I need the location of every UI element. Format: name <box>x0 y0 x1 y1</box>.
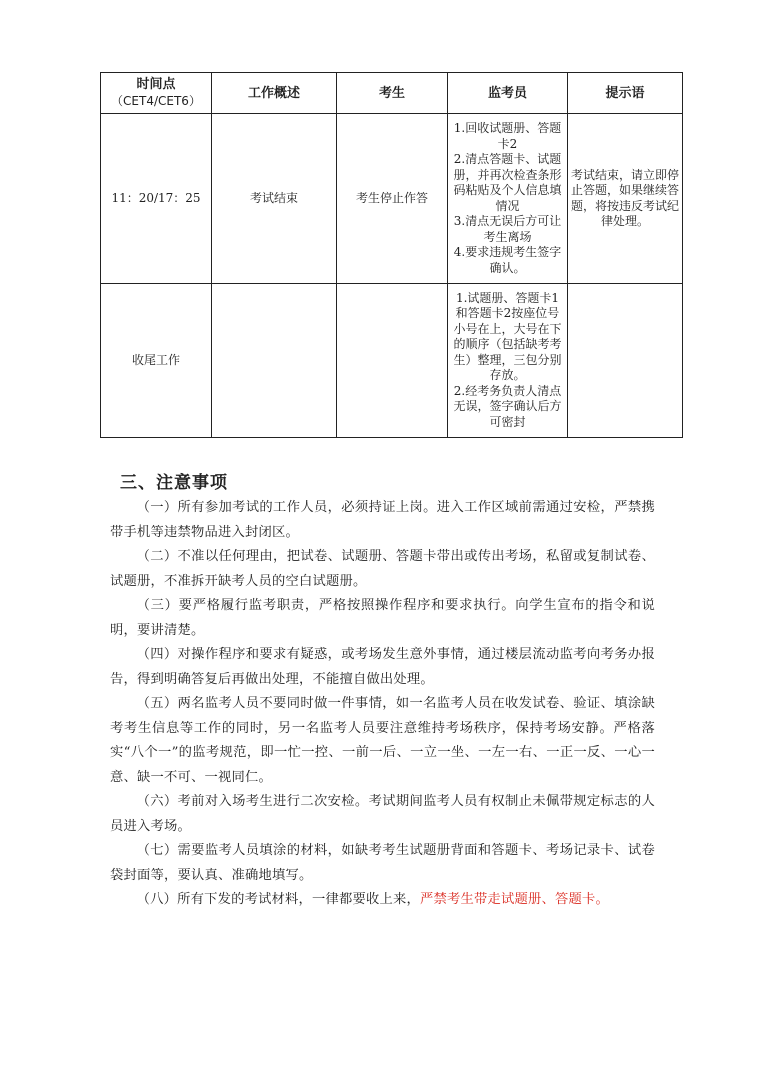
proctor-step: 3.清点无误后方可让考生离场 <box>453 214 562 244</box>
cell-prompt <box>568 284 683 438</box>
header-time <box>101 73 212 114</box>
note-paragraph: （五）两名监考人员不要同时做一件事情，如一名监考人员在收发试卷、验证、填涂缺考考生信息等工作的同时，另一名监考人员要注意维持考场秩序，保持考场安静。严格落实“八个一”的监考规范，即一忙一控、一前一后、一立一坐、一左一右、一正一反、一心一意、缺一不可、一视同仁。 <box>110 696 655 785</box>
note-text: （八）所有下发的考试材料，一律都要收上来， <box>136 892 421 907</box>
table-header-row <box>101 73 683 114</box>
header-proctor: 监考员 <box>448 73 568 114</box>
proctor-step: 2.经考务负责人清点无误，签字确认后方可密封 <box>453 383 562 429</box>
note-paragraph <box>110 888 655 913</box>
table-row <box>101 284 683 438</box>
note-paragraph: （一）所有参加考试的工作人员，必须持证上岗。进入工作区域前需通过安检，严禁携带手机等违禁物品进入封闭区。 <box>110 500 655 540</box>
cell-proctor <box>448 284 568 438</box>
note-paragraph: （三）要严格履行监考职责，严格按照操作程序和要求执行。向学生宣布的指令和说明，要讲清楚。 <box>110 598 655 638</box>
note-paragraph: （六）考前对入场考生进行二次安检。考试期间监考人员有权制止未佩带规定标志的人员进入考场。 <box>110 794 655 834</box>
header-time-line1: 时间点 <box>136 77 176 92</box>
note-paragraph: （二）不准以任何理由，把试卷、试题册、答题卡带出或传出考场，私留或复制试卷、试题册，不准拆开缺考人员的空白试题册。 <box>110 549 655 589</box>
proctor-schedule-table <box>100 72 683 438</box>
note-paragraph: （四）对操作程序和要求有疑惑，或考场发生意外事情，通过楼层流动监考向考务办报告，得到明确答复后再做出处理，不能擅自做出处理。 <box>110 647 655 687</box>
header-prompt: 提示语 <box>568 73 683 114</box>
header-work: 工作概述 <box>212 73 337 114</box>
section-title: 三、注意事项 <box>120 473 228 493</box>
cell-proctor <box>448 114 568 284</box>
notes-list <box>110 496 655 913</box>
proctor-step: 2.清点答题卡、试题册，并再次检查条形码粘贴及个人信息填情况 <box>453 152 562 213</box>
note-paragraph: （七）需要监考人员填涂的材料，如缺考考生试题册背面和答题卡、考场记录卡、试卷袋封面等，要认真、准确地填写。 <box>110 843 655 883</box>
cell-work: 考试结束 <box>212 114 337 284</box>
cell-prompt: 考试结束，请立即停止答题，如果继续答题，将按违反考试纪律处理。 <box>568 114 683 284</box>
cell-candidate: 考生停止作答 <box>337 114 448 284</box>
cell-candidate <box>337 284 448 438</box>
cell-time: 收尾工作 <box>101 284 212 438</box>
cell-work <box>212 284 337 438</box>
proctor-step: 4.要求违规考生签字确认。 <box>453 245 562 275</box>
note-highlight: 严禁考生带走试题册、答题卡。 <box>420 892 609 907</box>
proctor-step: 1.试题册、答题卡1和答题卡2按座位号小号在上，大号在下的顺序（包括缺考考生）整理，三包分别存放。 <box>453 290 562 383</box>
table-row <box>101 114 683 284</box>
header-time-line2: （CET4/CET6） <box>111 94 201 108</box>
cell-time: 11：20/17：25 <box>101 114 212 284</box>
header-candidate: 考生 <box>337 73 448 114</box>
proctor-step: 1.回收试题册、答题卡2 <box>453 121 562 151</box>
